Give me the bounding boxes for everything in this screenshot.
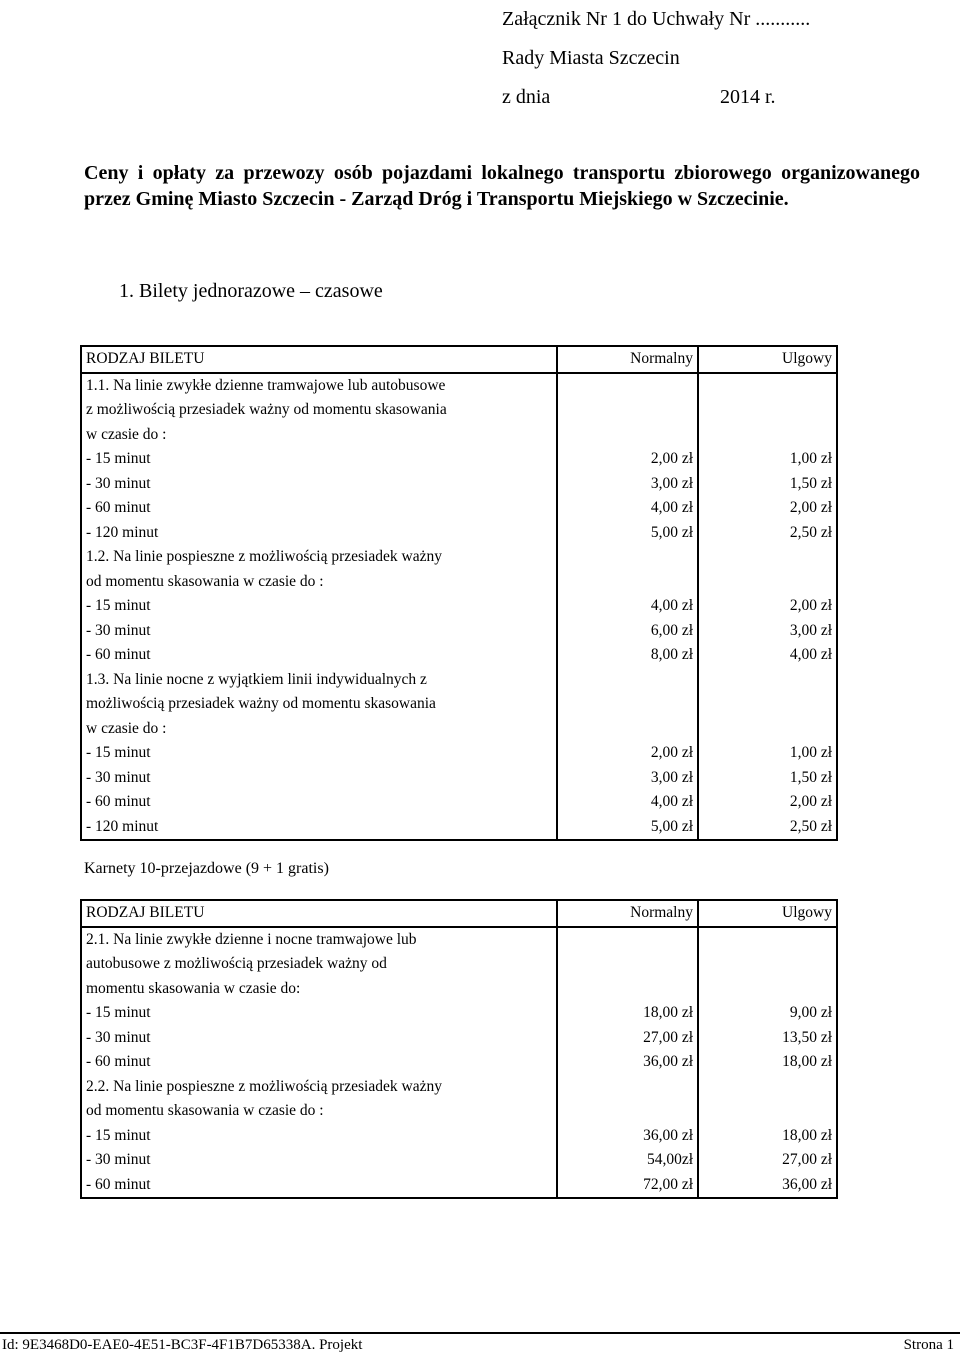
normal-price-cell: 36,00 zł: [557, 1050, 698, 1075]
column-header: RODZAJ BILETU: [81, 346, 557, 373]
normal-price-cell: 2,00 zł: [557, 447, 698, 472]
reduced-price-cell: 1,50 zł: [698, 472, 837, 497]
table-row: [81, 717, 837, 742]
reduced-price-cell: 2,00 zł: [698, 790, 837, 815]
ticket-description-cell: od momentu skasowania w czasie do :: [81, 570, 557, 595]
reduced-price-cell: [698, 398, 837, 423]
table-row: [81, 1026, 837, 1051]
normal-price-cell: 36,00 zł: [557, 1124, 698, 1149]
normal-price-cell: 4,00 zł: [557, 496, 698, 521]
normal-price-cell: 3,00 zł: [557, 472, 698, 497]
table-row: [81, 1148, 837, 1173]
annex-date-prefix: z dnia: [502, 86, 551, 108]
table-row: [81, 766, 837, 791]
annex-date-line: [502, 78, 810, 117]
reduced-price-cell: [698, 927, 837, 953]
table-row: [81, 398, 837, 423]
table-row: [81, 977, 837, 1002]
ticket-description-cell: - 60 minut: [81, 1050, 557, 1075]
reduced-price-cell: [698, 373, 837, 399]
column-header: RODZAJ BILETU: [81, 900, 557, 927]
column-header: Ulgowy: [698, 900, 837, 927]
ticket-description-cell: 1.1. Na linie zwykłe dzienne tramwajowe lub autobusowe: [81, 373, 557, 399]
column-header: Normalny: [557, 900, 698, 927]
ticket-description-cell: od momentu skasowania w czasie do :: [81, 1099, 557, 1124]
karnety-heading: Karnety 10-przejazdowe (9 + 1 gratis): [84, 860, 329, 877]
ticket-description-cell: - 60 minut: [81, 496, 557, 521]
document-id: Id: 9E3468D0-EAE0-4E51-BC3F-4F1B7D65338A. Projekt: [2, 1336, 363, 1353]
normal-price-cell: 5,00 zł: [557, 521, 698, 546]
ticket-description-cell: - 30 minut: [81, 619, 557, 644]
table-row: [81, 815, 837, 841]
table-row: [81, 545, 837, 570]
reduced-price-cell: [698, 952, 837, 977]
ticket-description-cell: autobusowe z możliwością przesiadek ważny od: [81, 952, 557, 977]
column-header: Normalny: [557, 346, 698, 373]
ticket-description-cell: - 15 minut: [81, 447, 557, 472]
table-row: [81, 373, 837, 399]
normal-price-cell: 72,00 zł: [557, 1173, 698, 1199]
ticket-description-cell: - 30 minut: [81, 766, 557, 791]
reduced-price-cell: 2,00 zł: [698, 496, 837, 521]
reduced-price-cell: 18,00 zł: [698, 1050, 837, 1075]
reduced-price-cell: 3,00 zł: [698, 619, 837, 644]
multi-ride-ticket-price-table: [80, 899, 838, 1199]
normal-price-cell: [557, 1075, 698, 1100]
section-1-heading: 1. Bilety jednorazowe – czasowe: [119, 280, 383, 302]
table-row: [81, 668, 837, 693]
reduced-price-cell: [698, 668, 837, 693]
normal-price-cell: [557, 398, 698, 423]
normal-price-cell: [557, 545, 698, 570]
normal-price-cell: 4,00 zł: [557, 594, 698, 619]
normal-price-cell: [557, 1099, 698, 1124]
reduced-price-cell: [698, 1075, 837, 1100]
reduced-price-cell: [698, 545, 837, 570]
reduced-price-cell: 13,50 zł: [698, 1026, 837, 1051]
ticket-description-cell: 1.3. Na linie nocne z wyjątkiem linii indywidualnych z: [81, 668, 557, 693]
ticket-description-cell: - 120 minut: [81, 815, 557, 841]
table-row: [81, 643, 837, 668]
normal-price-cell: [557, 570, 698, 595]
reduced-price-cell: 4,00 zł: [698, 643, 837, 668]
ticket-description-cell: w czasie do :: [81, 717, 557, 742]
table-header-row: [81, 346, 837, 373]
ticket-description-cell: - 15 minut: [81, 1124, 557, 1149]
normal-price-cell: 2,00 zł: [557, 741, 698, 766]
normal-price-cell: 18,00 zł: [557, 1001, 698, 1026]
ticket-description-cell: - 60 minut: [81, 790, 557, 815]
reduced-price-cell: 1,00 zł: [698, 447, 837, 472]
reduced-price-cell: 27,00 zł: [698, 1148, 837, 1173]
normal-price-cell: [557, 952, 698, 977]
ticket-description-cell: - 30 minut: [81, 1148, 557, 1173]
ticket-description-cell: - 60 minut: [81, 643, 557, 668]
table-row: [81, 790, 837, 815]
annex-header: [502, 0, 810, 117]
normal-price-cell: 8,00 zł: [557, 643, 698, 668]
normal-price-cell: 5,00 zł: [557, 815, 698, 841]
ticket-description-cell: w czasie do :: [81, 423, 557, 448]
ticket-description-cell: - 30 minut: [81, 472, 557, 497]
reduced-price-cell: 9,00 zł: [698, 1001, 837, 1026]
ticket-description-cell: - 30 minut: [81, 1026, 557, 1051]
table-row: [81, 741, 837, 766]
table-row: [81, 952, 837, 977]
ticket-description-cell: możliwością przesiadek ważny od momentu skasowania: [81, 692, 557, 717]
table-row: [81, 521, 837, 546]
normal-price-cell: [557, 668, 698, 693]
table-row: [81, 1099, 837, 1124]
ticket-description-cell: 2.1. Na linie zwykłe dzienne i nocne tramwajowe lub: [81, 927, 557, 953]
table-row: [81, 1124, 837, 1149]
table-row: [81, 692, 837, 717]
reduced-price-cell: [698, 423, 837, 448]
ticket-description-cell: - 120 minut: [81, 521, 557, 546]
reduced-price-cell: 1,50 zł: [698, 766, 837, 791]
normal-price-cell: [557, 977, 698, 1002]
normal-price-cell: 3,00 zł: [557, 766, 698, 791]
annex-line-1: Załącznik Nr 1 do Uchwały Nr ...........: [502, 8, 811, 30]
table-header-row: [81, 900, 837, 927]
table-row: [81, 1173, 837, 1199]
normal-price-cell: 54,00zł: [557, 1148, 698, 1173]
reduced-price-cell: 2,00 zł: [698, 594, 837, 619]
normal-price-cell: 4,00 zł: [557, 790, 698, 815]
ticket-description-cell: - 15 minut: [81, 1001, 557, 1026]
table-row: [81, 619, 837, 644]
ticket-description-cell: - 15 minut: [81, 741, 557, 766]
document-title: Ceny i opłaty za przewozy osób pojazdami lokalnego transportu zbiorowego organizowanego przez Gminę Miasto Szczecin - Zarząd Dróg i Transportu Miejskiego w Szczecinie.: [84, 162, 920, 210]
reduced-price-cell: [698, 692, 837, 717]
reduced-price-cell: [698, 977, 837, 1002]
normal-price-cell: [557, 927, 698, 953]
normal-price-cell: 6,00 zł: [557, 619, 698, 644]
single-ticket-price-table: [80, 345, 838, 841]
table-row: [81, 447, 837, 472]
reduced-price-cell: 36,00 zł: [698, 1173, 837, 1199]
normal-price-cell: [557, 373, 698, 399]
table-row: [81, 472, 837, 497]
page-footer: [0, 1332, 960, 1356]
reduced-price-cell: [698, 717, 837, 742]
table-row: [81, 1050, 837, 1075]
table-row: [81, 423, 837, 448]
reduced-price-cell: [698, 1099, 837, 1124]
normal-price-cell: [557, 717, 698, 742]
page-number: Strona 1: [903, 1336, 954, 1353]
ticket-description-cell: momentu skasowania w czasie do:: [81, 977, 557, 1002]
reduced-price-cell: 2,50 zł: [698, 521, 837, 546]
ticket-description-cell: 2.2. Na linie pospieszne z możliwością przesiadek ważny: [81, 1075, 557, 1100]
annex-date-year: 2014 r.: [720, 86, 776, 108]
normal-price-cell: [557, 423, 698, 448]
ticket-description-cell: 1.2. Na linie pospieszne z możliwością przesiadek ważny: [81, 545, 557, 570]
ticket-description-cell: - 15 minut: [81, 594, 557, 619]
reduced-price-cell: 1,00 zł: [698, 741, 837, 766]
column-header: Ulgowy: [698, 346, 837, 373]
table-row: [81, 570, 837, 595]
annex-line-2: Rady Miasta Szczecin: [502, 47, 680, 69]
ticket-description-cell: - 60 minut: [81, 1173, 557, 1199]
table-row: [81, 496, 837, 521]
normal-price-cell: [557, 692, 698, 717]
ticket-description-cell: z możliwością przesiadek ważny od momentu skasowania: [81, 398, 557, 423]
reduced-price-cell: 18,00 zł: [698, 1124, 837, 1149]
table-row: [81, 594, 837, 619]
reduced-price-cell: 2,50 zł: [698, 815, 837, 841]
table-row: [81, 927, 837, 953]
table-row: [81, 1075, 837, 1100]
table-row: [81, 1001, 837, 1026]
normal-price-cell: 27,00 zł: [557, 1026, 698, 1051]
reduced-price-cell: [698, 570, 837, 595]
